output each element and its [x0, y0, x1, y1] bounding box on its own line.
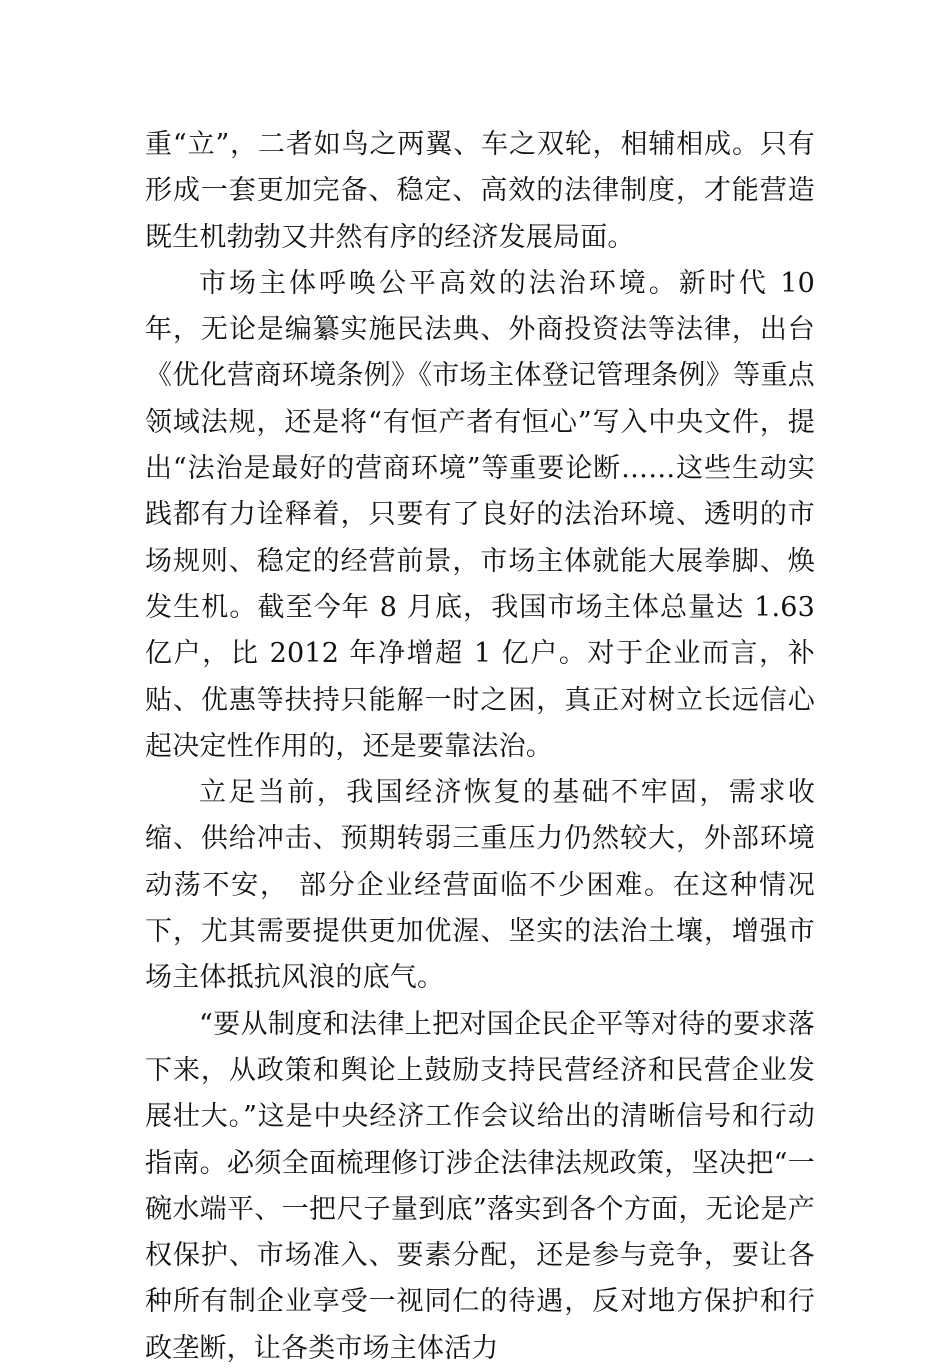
- paragraph-market-entities: 市场主体呼唤公平高效的法治环境。新时代 10 年，无论是编纂实施民法典、外商投资法等法律，出台《优化营商环境条例》《市场主体登记管理条例》等重点领域法规，还是将“有恒产者有恒心”写入中央文件，提出“法治是最好的营商环境”等重要论断……这些生动实践都有力诠释着，只要有了良好的法治环境、透明的市场规则、稳定的经营前景，市场主体就能大展拳脚、焕发生机。截至今年 8 月底，我国市场主体总量达 1.63 亿户，比 2012 年净增超 1 亿户。对于企业而言，补贴、优惠等扶持只能解一时之困，真正对树立长远信心起决定性作用的，还是要靠法治。: [145, 267, 815, 762]
- paragraph-continuation: 重“立”，二者如鸟之两翼、车之双轮，相辅相成。只有形成一套更加完备、稳定、高效的法律制度，才能营造既生机勃勃又井然有序的经济发展局面。: [145, 129, 815, 253]
- paragraph-conference-signal: “要从制度和法律上把对国企民企平等对待的要求落下来，从政策和舆论上鼓励支持民营经济和民营企业发展壮大。”这是中央经济工作会议给出的清晰信号和行动指南。必须全面梳理修订涉企法律法规政策，坚决把“一碗水端平、一把尺子量到底”落实到各个方面，无论是产权保护、市场准入、要素分配，还是参与竞争，要让各种所有制企业享受一视同仁的待遇，反对地方保护和行政垄断，让各类市场主体活力: [145, 1008, 815, 1364]
- paragraph-current-situation: 立足当前，我国经济恢复的基础不牢固，需求收缩、供给冲击、预期转弱三重压力仍然较大，外部环境动荡不安， 部分企业经营面临不少困难。在这种情况下，尤其需要提供更加优渥、坚实的法治土壤，增强市场主体抵抗风浪的底气。: [145, 777, 815, 994]
- body-text: [145, 122, 815, 1372]
